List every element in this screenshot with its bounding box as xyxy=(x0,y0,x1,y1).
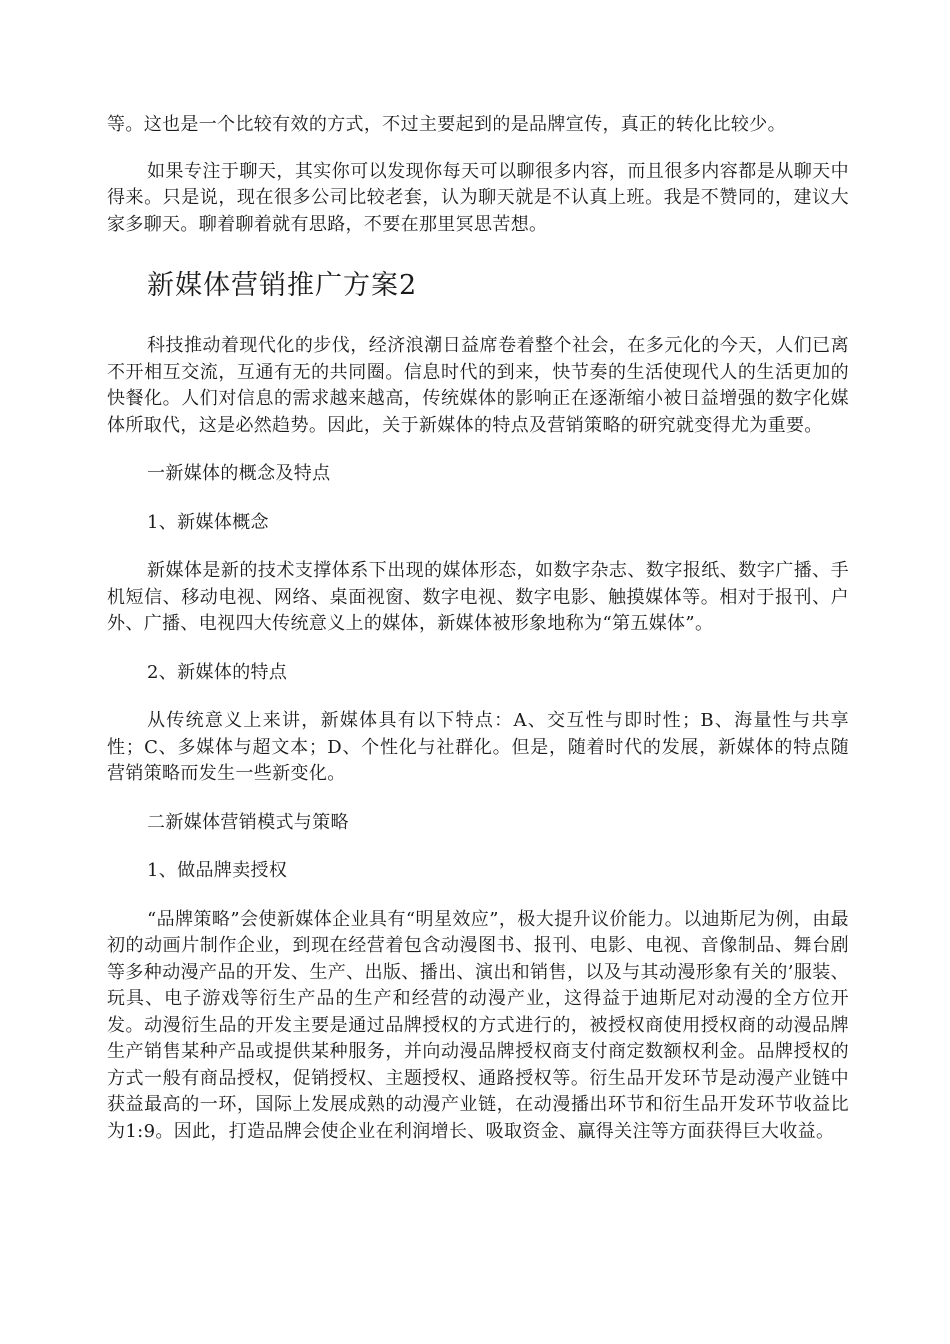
document-body xyxy=(107,112,849,1145)
paragraph-concept: 新媒体是新的技术支撑体系下出现的媒体形态，如数字杂志、数字报纸、数字广播、手机短信、移动电视、网络、桌面视窗、数字电视、数字电影、触摸媒体等。相对于报刊、户外、广播、电视四大传统意义上的媒体，新媒体被形象地称为“第五媒体”。 xyxy=(107,560,849,634)
heading-part-one: 一新媒体的概念及特点 xyxy=(147,463,331,484)
heading-part-two: 二新媒体营销模式与策略 xyxy=(147,811,349,833)
paragraph-features: 从传统意义上来讲，新媒体具有以下特点：A、交互性与即时性；B、海量性与共享性；C、多媒体与超文本；D、个性化与社群化。但是，随着时代的发展，新媒体的特点随营销策略而发生一些新变化。 xyxy=(107,710,849,784)
section-title: 新媒体营销推广方案2 xyxy=(147,270,418,301)
paragraph-continued: 等。这也是一个比较有效的方式，不过主要起到的是品牌宣传，真正的转化比较少。 xyxy=(107,114,786,135)
heading-features: 2、新媒体的特点 xyxy=(147,661,288,683)
paragraph-chat: 如果专注于聊天，其实你可以发现你每天可以聊很多内容，而且很多内容都是从聊天中得来。只是说，现在很多公司比较老套，认为聊天就是不认真上班。我是不赞同的，建议大家多聊天。聊着聊着就有思路，不要在那里冥思苦想。 xyxy=(107,160,849,235)
heading-concept: 1、新媒体概念 xyxy=(147,511,269,533)
heading-brand-license: 1、做品牌卖授权 xyxy=(147,860,288,881)
paragraph-intro: 科技推动着现代化的步伐，经济浪潮日益席卷着整个社会，在多元化的今天，人们已离不开相互交流，互通有无的共同圈。信息时代的到来，快节奏的生活使现代人的生活更加的快餐化。人们对信息的需求越来越高，传统媒体的影响正在逐渐缩小被日益增强的数字化媒体所取代，这是必然趋势。因此，关于新媒体的特点及营销策略的研究就变得尤为重要。 xyxy=(107,335,849,436)
paragraph-brand-strategy: “品牌策略”会使新媒体企业具有“明星效应”，极大提升议价能力。以迪斯尼为例，由最初的动画片制作企业，到现在经营着包含动漫图书、报刊、电影、电视、音像制品、舞台剧等多种动漫产品的开发、生产、出版、播出、演出和销售，以及与其动漫形象有关的’服装、玩具、电子游戏等衍生产品的生产和经营的动漫产业，这得益于迪斯尼对动漫的全方位开发。动漫衍生品的开发主要是通过品牌授权的方式进行的，被授权商使用授权商的动漫品牌生产销售某种产品或提供某种服务，并向动漫品牌授权商支付商定数额权利金。品牌授权的方式一般有商品授权，促销授权、主题授权、通路授权等。衍生品开发环节是动漫产业链中获益最高的一环，国际上发展成熟的动漫产业链，在动漫播出环节和衍生品开发环节收益比为1:9。因此，打造品牌会使企业在利润增长、吸取资金、赢得关注等方面获得巨大收益。 xyxy=(107,908,849,1142)
